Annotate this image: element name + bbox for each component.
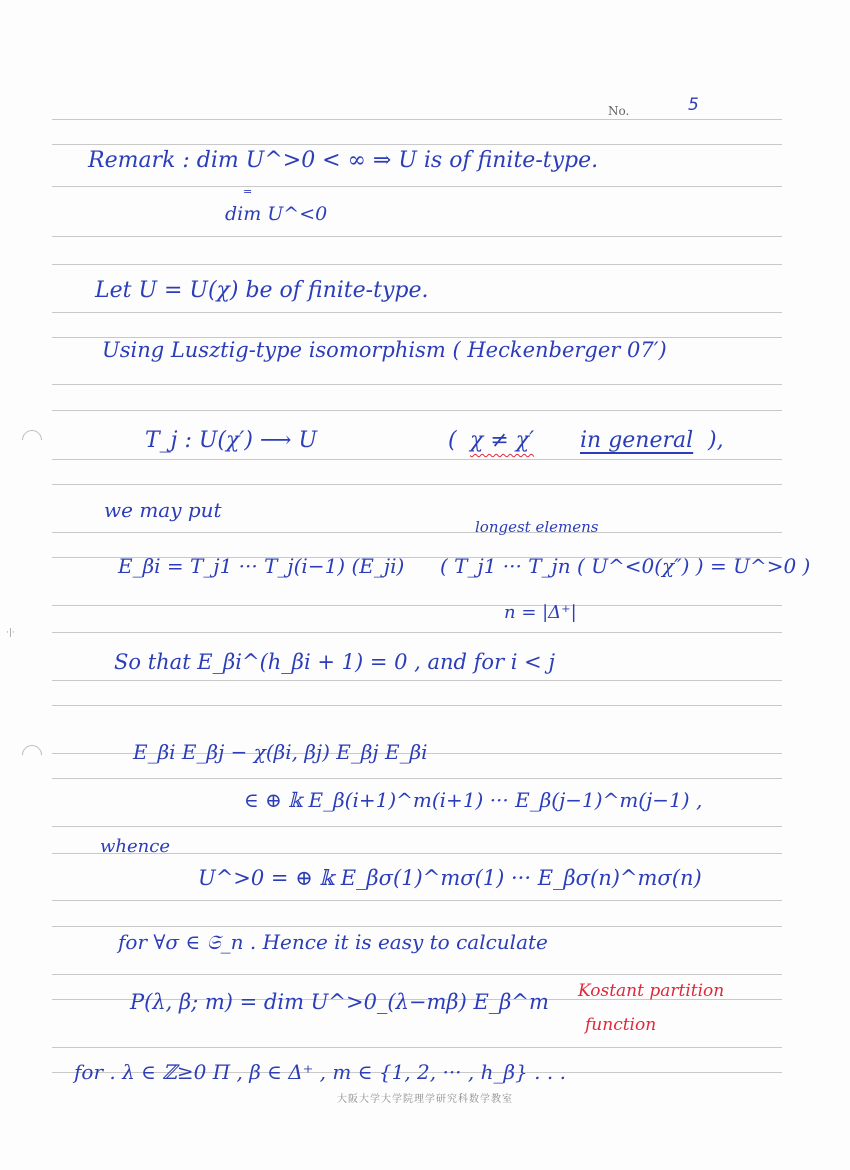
ruled-line (52, 974, 782, 975)
ruled-line (52, 1047, 782, 1048)
binder-hole (18, 426, 46, 454)
ruled-line (52, 605, 782, 606)
longest-element-note: longest elemens (475, 518, 599, 536)
we-may-put: we may put (104, 498, 222, 522)
in-general: in general (580, 428, 694, 453)
ruled-line (52, 680, 782, 681)
ruled-line (52, 484, 782, 485)
ruled-line (52, 312, 782, 313)
ruled-line (52, 119, 782, 120)
ruled-line (52, 900, 782, 901)
function-annotation: function (585, 1015, 657, 1035)
u-positive-decomposition: U^>0 = ⊕ 𝕜 E_βσ(1)^mσ(1) ··· E_βσ(n)^mσ(n) (198, 866, 702, 890)
element-of-line: ∈ ⊕ 𝕜 E_β(i+1)^m(i+1) ··· E_β(j−1)^m(j−1) , (244, 788, 703, 812)
ruled-line (52, 532, 782, 533)
stray-mark: ·|· (6, 628, 15, 638)
longest-expression: ( T_j1 ··· T_jn ( U^<0(χ″) ) = U^>0 ) (440, 554, 811, 578)
let-line: Let U = U(χ) be of finite-type. (95, 278, 429, 303)
chi-not-equal: χ ≠ χ′ (470, 428, 535, 453)
tj-paren-close: ), (708, 428, 724, 453)
page-footer: 大阪大学大学院理学研究科数学教室 (337, 1094, 513, 1105)
ruled-line (52, 459, 782, 460)
ruled-line (52, 632, 782, 633)
binder-hole (18, 741, 46, 769)
dim-negative-line: dim U^<0 (225, 203, 328, 225)
so-that-line: So that E_βi^(h_βi + 1) = 0 , and for i < j (114, 650, 555, 674)
ruled-line (52, 778, 782, 779)
ruled-line (52, 926, 782, 927)
n-equals-delta: n = |Δ⁺| (504, 602, 577, 623)
ruled-line (52, 264, 782, 265)
ruled-line (52, 144, 782, 145)
whence: whence (100, 836, 170, 857)
equals-mark: = (243, 185, 253, 198)
ruled-line (52, 186, 782, 187)
commutator-line: E_βi E_βj − χ(βi, βj) E_βj E_βi (133, 740, 428, 764)
kostant-annotation: Kostant partition (578, 981, 725, 1001)
ruled-line (52, 384, 782, 385)
remark-line: Remark : dim U^>0 < ∞ ⇒ U is of finite-type. (88, 148, 599, 173)
ruled-line (52, 705, 782, 706)
tj-map: T_j : U(χ′) ⟶ U (145, 428, 317, 453)
page-number-label: No. (608, 104, 630, 118)
e-beta-definition: E_βi = T_j1 ··· T_j(i−1) (E_ji) (118, 554, 405, 578)
using-line: Using Lusztig-type isomorphism ( Heckenberger 07′) (102, 338, 667, 362)
partition-function-line: P(λ, β; m) = dim U^>0_(λ−mβ) E_β^m (130, 990, 549, 1014)
tj-paren-open: ( (448, 428, 457, 453)
ruled-line (52, 236, 782, 237)
ruled-line (52, 826, 782, 827)
ruled-line (52, 410, 782, 411)
for-sigma-line: for ∀σ ∈ 𝔖_n . Hence it is easy to calculate (118, 930, 548, 954)
for-lambda-line: for . λ ∈ ℤ≥0 Π , β ∈ Δ⁺ , m ∈ {1, 2, ··· , h_β} . . . (74, 1060, 566, 1084)
page-number-value: 5 (688, 95, 699, 115)
